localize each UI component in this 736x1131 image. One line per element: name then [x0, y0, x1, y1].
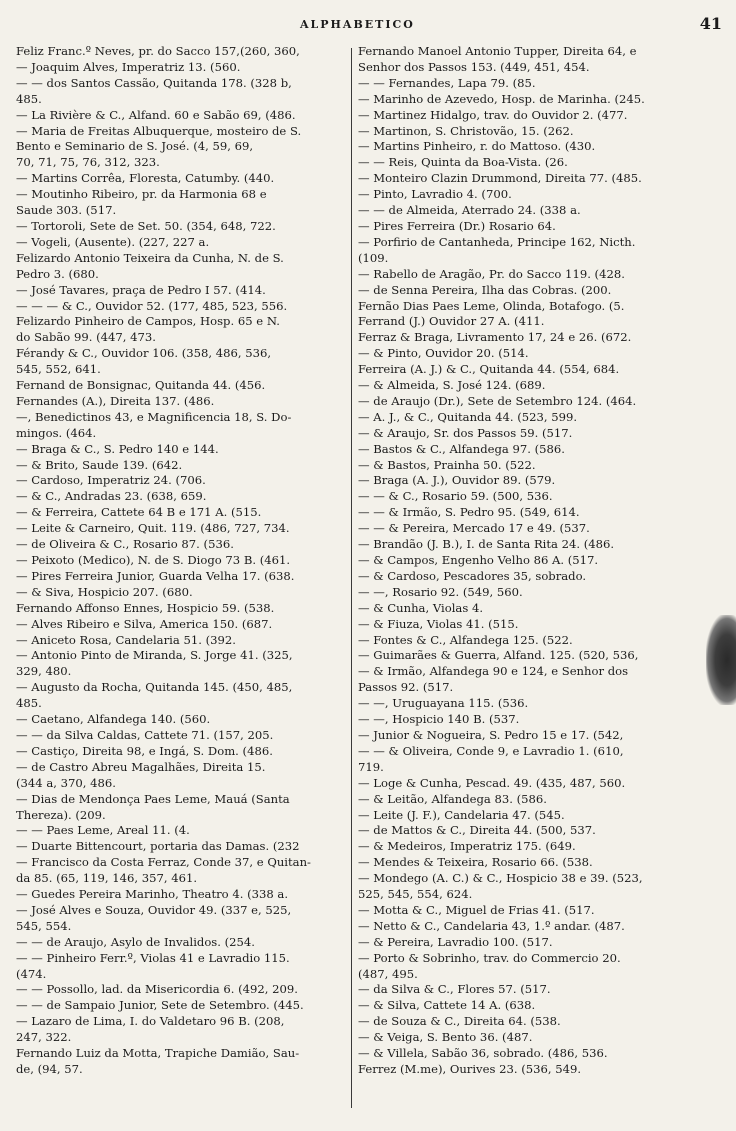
directory-line: — & Pinto, Ouvidor 20. (514. — [358, 346, 529, 361]
directory-line: — Bastos & C., Alfandega 97. (586. — [358, 441, 565, 456]
directory-line: — & Ferreira, Cattete 64 B e 171 A. (515. — [16, 505, 262, 520]
directory-line: — & Leitão, Alfandega 83. (586. — [358, 791, 547, 806]
page-header — [0, 10, 736, 34]
directory-line: Thereza). (209. — [16, 807, 106, 822]
directory-line: 719. — [358, 759, 384, 774]
directory-line: Pedro 3. (680. — [16, 266, 99, 281]
directory-line: Ferreira (A. J.) & C., Quitanda 44. (554, 684. — [358, 362, 620, 377]
directory-line: Passos 92. (517. — [358, 680, 454, 695]
directory-line: — Porto & Sobrinho, trav. do Commercio 20. — [358, 950, 621, 965]
directory-line: — & Almeida, S. José 124. (689. — [358, 378, 546, 393]
directory-line: — Pires Ferreira Junior, Guarda Velha 17. (638. — [16, 568, 295, 583]
directory-line: — Tortoroli, Sete de Set. 50. (354, 648, 722. — [16, 218, 276, 233]
directory-line: Fernando Affonso Ennes, Hospicio 59. (538. — [16, 600, 275, 615]
directory-line: — Mendes & Teixeira, Rosario 66. (538. — [358, 855, 593, 870]
directory-line: — — & Pereira, Mercado 17 e 49. (537. — [358, 521, 590, 536]
directory-line: — — dos Santos Cassão, Quitanda 178. (328 b, — [16, 75, 292, 90]
directory-line: (474. — [16, 966, 47, 981]
directory-line: 485. — [16, 696, 42, 711]
directory-line: — & Silva, Cattete 14 A. (638. — [358, 998, 536, 1013]
directory-line: — — Reis, Quinta da Boa-Vista. (26. — [358, 155, 568, 170]
directory-line: — Junior & Nogueira, S. Pedro 15 e 17. (542, — [358, 727, 624, 742]
directory-line: Senhor dos Passos 153. (449, 451, 454. — [358, 59, 590, 74]
directory-line: — — de Almeida, Aterrado 24. (338 a. — [358, 203, 581, 218]
directory-line: — Monteiro Clazin Drummond, Direita 77. (485. — [358, 171, 642, 186]
directory-line: — de Araujo (Dr.), Sete de Setembro 124. (464. — [358, 393, 637, 408]
directory-line: — Pires Ferreira (Dr.) Rosario 64. — [358, 218, 556, 233]
directory-line: — Maria de Freitas Albuquerque, mosteiro de S. — [16, 123, 302, 138]
directory-line: — —, Rosario 92. (549, 560. — [358, 584, 523, 599]
directory-line: — La Rivière & C., Alfand. 60 e Sabão 69, (486. — [16, 107, 296, 122]
directory-line: — — Possollo, lad. da Misericordia 6. (492, 209. — [16, 982, 298, 997]
directory-line: — & Campos, Engenho Velho 86 A. (517. — [358, 553, 599, 567]
directory-line: — Moutinho Ribeiro, pr. da Harmonia 68 e — [16, 187, 267, 202]
directory-line: — Netto & C., Candelaria 43, 1.º andar. (487. — [358, 918, 625, 933]
directory-line: — Martinez Hidalgo, trav. do Ouvidor 2. (477. — [358, 107, 628, 122]
directory-line: — Dias de Mendonça Paes Leme, Mauá (Santa — [16, 791, 290, 806]
directory-line: (109. — [358, 250, 389, 265]
directory-line: — Pinto, Lavradio 4. (700. — [358, 187, 512, 202]
directory-line: — José Alves e Souza, Ouvidor 49. (337 e, 525, — [16, 902, 292, 917]
directory-line: — & Cardoso, Pescadores 35, sobrado. — [358, 568, 587, 583]
directory-line: — Braga & C., S. Pedro 140 e 144. — [16, 441, 219, 456]
directory-line: — Fontes & C., Alfandega 125. (522. — [358, 632, 573, 647]
directory-line: — Duarte Bittencourt, portaria das Damas. (232 — [16, 839, 300, 854]
directory-line: da 85. (65, 119, 146, 357, 461. — [16, 871, 198, 886]
directory-line: Felizardo Pinheiro de Campos, Hosp. 65 e N. — [16, 314, 280, 329]
directory-line: — de Castro Abreu Magalhães, Direita 15. — [16, 759, 266, 774]
directory-line: — —, Hospicio 140 B. (537. — [358, 712, 520, 727]
directory-line: Ferraz & Braga, Livramento 17, 24 e 26. (672. — [358, 330, 632, 345]
directory-line: — Augusto da Rocha, Quitanda 145. (450, 485, — [16, 680, 293, 695]
directory-line: — Martinon, S. Christovão, 15. (262. — [358, 123, 574, 138]
directory-line: — — & Oliveira, Conde 9, e Lavradio 1. (610, — [358, 743, 624, 758]
directory-line: — & Siva, Hospicio 207. (680. — [16, 584, 193, 599]
directory-line: — & Fiuza, Violas 41. (515. — [358, 616, 519, 631]
directory-line: — de Senna Pereira, Ilha das Cobras. (200. — [358, 282, 612, 297]
directory-line: — & Irmão, Alfandega 90 e 124, e Senhor dos — [358, 664, 629, 679]
page-number: 41 — [699, 14, 722, 33]
directory-line: — Leite & Carneiro, Quit. 119. (486, 727, 734. — [16, 521, 290, 536]
ink-blot-mark — [706, 615, 736, 705]
directory-line: — Loge & Cunha, Pescad. 49. (435, 487, 560. — [358, 775, 626, 790]
directory-line: — Martins Corrêa, Floresta, Catumby. (440. — [16, 171, 275, 186]
directory-line: — Antonio Pinto de Miranda, S. Jorge 41. (325, — [16, 648, 293, 663]
directory-line: 525, 545, 554, 624. — [358, 887, 473, 902]
directory-line: (487, 495. — [358, 966, 418, 981]
directory-line: — & Medeiros, Imperatriz 175. (649. — [358, 839, 576, 854]
directory-line: — Vogeli, (Ausente). (227, 227 a. — [16, 234, 210, 249]
directory-line: — & Veiga, S. Bento 36. (487. — [358, 1030, 533, 1045]
directory-line: — Guimarães & Guerra, Alfand. 125. (520, 536, — [358, 648, 639, 663]
directory-line: — — & Irmão, S. Pedro 95. (549, 614. — [358, 505, 580, 520]
directory-line: — & Araujo, Sr. dos Passos 59. (517. — [358, 425, 573, 440]
directory-line: Fernando Luiz da Motta, Trapiche Damião, Sau- — [16, 1046, 300, 1061]
directory-line: — de Mattos & C., Direita 44. (500, 537. — [358, 823, 596, 838]
column-divider — [351, 48, 352, 1108]
directory-line: 545, 552, 641. — [16, 362, 101, 377]
directory-line: — Francisco da Costa Ferraz, Conde 37, e Quitan- — [16, 855, 311, 870]
directory-line: — & C., Andradas 23. (638, 659. — [16, 489, 207, 504]
directory-line: — Alves Ribeiro e Silva, America 150. (687. — [16, 616, 273, 631]
directory-line: Férandy & C., Ouvidor 106. (358, 486, 536, — [16, 346, 272, 361]
directory-line: — Peixoto (Medico), N. de S. Diogo 73 B. (461. — [16, 553, 291, 567]
left-column — [16, 44, 348, 1078]
directory-line: 70, 71, 75, 76, 312, 323. — [16, 155, 160, 170]
directory-line: — & Villela, Sabão 36, sobrado. (486, 536. — [358, 1046, 608, 1061]
directory-line: do Sabão 99. (447, 473. — [16, 330, 156, 345]
directory-line: — — Pinheiro Ferr.º, Violas 41 e Lavradio 115. — [16, 950, 290, 965]
directory-line: Fernão Dias Paes Leme, Olinda, Botafogo. (5. — [358, 298, 625, 313]
directory-line: — Joaquim Alves, Imperatriz 13. (560. — [16, 59, 241, 74]
directory-line: — — Fernandes, Lapa 79. (85. — [358, 75, 536, 90]
directory-line: — de Souza & C., Direita 64. (538. — [358, 1014, 561, 1029]
directory-line: — Mondego (A. C.) & C., Hospicio 38 e 39. (523, — [358, 871, 643, 886]
directory-line: — & Brito, Saude 139. (642. — [16, 457, 183, 472]
directory-line: — — de Sampaio Junior, Sete de Setembro. (445. — [16, 998, 304, 1013]
directory-line: — Caetano, Alfandega 140. (560. — [16, 712, 211, 727]
directory-line: — Cardoso, Imperatriz 24. (706. — [16, 473, 206, 488]
directory-line: Fernand de Bonsignac, Quitanda 44. (456. — [16, 378, 266, 393]
directory-line: Felizardo Antonio Teixeira da Cunha, N. de S. — [16, 250, 284, 265]
directory-line: 247, 322. — [16, 1030, 72, 1045]
directory-line: — Guedes Pereira Marinho, Theatro 4. (338 a. — [16, 887, 289, 902]
directory-line: — Brandão (J. B.), I. de Santa Rita 24. (486. — [358, 537, 615, 552]
directory-line: — Porfirio de Cantanheda, Principe 162, Nicth. — [358, 234, 636, 249]
directory-line: — A. J., & C., Quitanda 44. (523, 599. — [358, 409, 578, 424]
directory-line: — Motta & C., Miguel de Frias 41. (517. — [358, 902, 595, 917]
directory-line: — de Oliveira & C., Rosario 87. (536. — [16, 537, 234, 552]
directory-line: — Marinho de Azevedo, Hosp. de Marinha. (245. — [358, 91, 645, 106]
directory-line: (344 a, 370, 486. — [16, 775, 116, 790]
directory-line: 329, 480. — [16, 664, 72, 679]
directory-line: Fernando Manoel Antonio Tupper, Direita 64, e — [358, 44, 637, 58]
directory-line: — — de Araujo, Asylo de Invalidos. (254. — [16, 934, 255, 949]
directory-line: Saude 303. (517. — [16, 203, 117, 218]
directory-line: Bento e Seminario de S. José. (4, 59, 69, — [16, 139, 254, 154]
directory-line: — — & C., Rosario 59. (500, 536. — [358, 489, 553, 504]
directory-line: — —, Uruguayana 115. (536. — [358, 696, 529, 711]
directory-line: — — Paes Leme, Areal 11. (4. — [16, 823, 190, 838]
directory-line: Feliz Franc.º Neves, pr. do Sacco 157,(260, 360, — [16, 44, 300, 58]
directory-line: Fernandes (A.), Direita 137. (486. — [16, 393, 215, 408]
directory-line: — Castiço, Direita 98, e Ingá, S. Dom. (486. — [16, 743, 273, 758]
directory-line: de, (94, 57. — [16, 1062, 83, 1076]
directory-line: Ferrand (J.) Ouvidor 27 A. (411. — [358, 314, 545, 329]
directory-line: 545, 554. — [16, 918, 72, 933]
running-head: ALPHABETICO — [300, 18, 415, 31]
directory-line: — — — & C., Ouvidor 52. (177, 485, 523, 556. — [16, 298, 288, 313]
directory-line: — Rabello de Aragão, Pr. do Sacco 119. (428. — [358, 266, 625, 281]
directory-line: — José Tavares, praça de Pedro I 57. (414. — [16, 282, 266, 297]
right-column — [358, 44, 706, 1078]
directory-line: — & Cunha, Violas 4. — [358, 600, 484, 615]
directory-line: — Aniceto Rosa, Candelaria 51. (392. — [16, 632, 236, 647]
directory-line: — da Silva & C., Flores 57. (517. — [358, 982, 551, 997]
directory-line: — & Bastos, Prainha 50. (522. — [358, 457, 536, 472]
directory-line: — Lazaro de Lima, I. do Valdetaro 96 B. (208, — [16, 1014, 285, 1029]
directory-line: mingos. (464. — [16, 425, 97, 440]
directory-line: — — da Silva Caldas, Cattete 71. (157, 205. — [16, 727, 274, 742]
directory-line: — Leite (J. F.), Candelaria 47. (545. — [358, 807, 565, 822]
directory-line: —, Benedictinos 43, e Magnificencia 18, S. Do- — [16, 409, 292, 424]
directory-line: — Martins Pinheiro, r. do Mattoso. (430. — [358, 139, 596, 154]
directory-line: — & Pereira, Lavradio 100. (517. — [358, 934, 553, 949]
directory-line: — Braga (A. J.), Ouvidor 89. (579. — [358, 473, 556, 488]
directory-line: 485. — [16, 91, 42, 106]
directory-line: Ferrez (M.me), Ourives 23. (536, 549. — [358, 1062, 582, 1076]
